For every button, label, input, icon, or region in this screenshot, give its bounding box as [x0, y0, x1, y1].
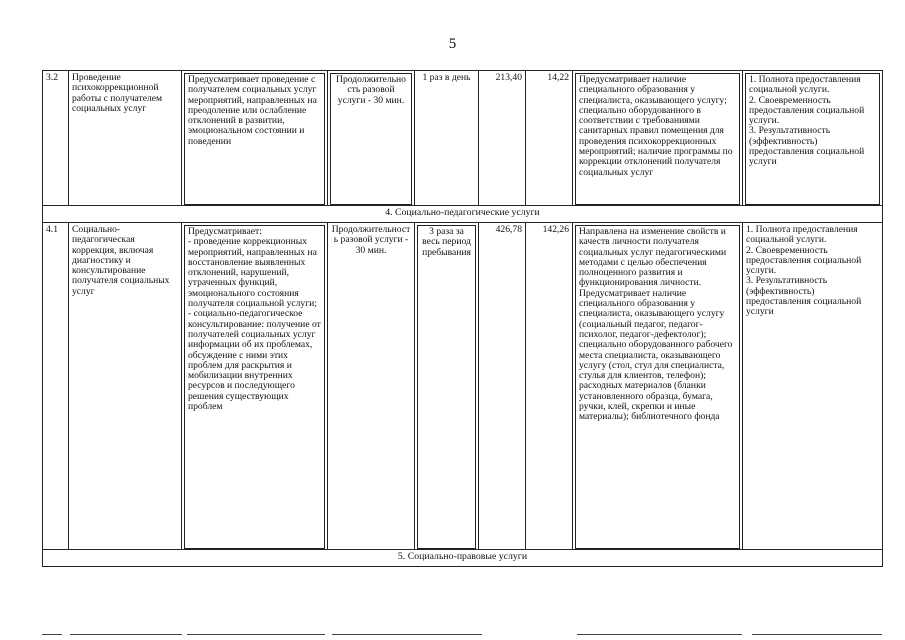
services-table	[42, 70, 883, 567]
service-name: Социально-педагогическая коррекция, включая диагностику и консультирование получателя социальных услуг	[69, 223, 182, 550]
border-segment	[70, 634, 182, 635]
service-description: Предусматривает проведение с получателем социальных услуг мероприятий, направленных на преодоление или ослабление отклонений в развитии, эмоциональном состоянии и поведении	[184, 73, 325, 205]
border-segment	[332, 634, 482, 635]
row-number: 4.1	[43, 223, 69, 550]
service-indicators: 1. Полнота предоставления социальной услуги. 2. Своевременность предоставления социальной услуги. 3. Результативность (эффективность) предоставления социальной услуги	[743, 223, 883, 550]
section-row	[43, 550, 883, 567]
section-row	[43, 206, 883, 223]
service-indicators: 1. Полнота предоставления социальной услуги. 2. Своевременность предоставления социальной услуги. 3. Результативность (эффективность) предоставления социальной услуги	[745, 73, 880, 205]
border-segment	[752, 634, 882, 635]
service-tariff: 426,78	[479, 223, 526, 550]
border-segment	[577, 634, 742, 635]
service-cost: 142,26	[526, 223, 573, 550]
next-row-border	[42, 634, 882, 636]
service-duration: Продолжительность разовой услуги - 30 мин.	[328, 223, 415, 550]
table-row	[43, 71, 883, 206]
service-cost: 14,22	[526, 71, 573, 206]
service-frequency: 3 раза за весь период пребывания	[417, 225, 476, 549]
border-segment	[42, 634, 62, 635]
service-frequency: 1 раз в день	[415, 71, 479, 206]
page-number: 5	[448, 36, 457, 52]
section-heading: 5. Социально-правовые услуги	[43, 550, 883, 567]
row-number: 3.2	[43, 71, 69, 206]
section-heading: 4. Социально-педагогические услуги	[43, 206, 883, 223]
service-description: Предусматривает: - проведение коррекционных мероприятий, направленных на восстановление выявленных отклонений, нарушений, утраченных функций, эмоционального состояния получателя социальной услуги; - социально-педагогическое консультирование: получение от получателей социальных услуг информации об их проблемах, обсуждение с ними этих проблем для раскрытия и мобилизации внутренних ресурсов и последующего решения существующих проблем	[184, 225, 325, 549]
border-segment	[187, 634, 325, 635]
service-duration: Продолжительность разовой услуги - 30 мин.	[330, 73, 412, 205]
table-row	[43, 223, 883, 550]
service-conditions: Направлена на изменение свойств и качеств личности получателя социальных услуг педагогическими методами с целью обеспечения полноценного развития и функционирования личности. Предусматривает наличие специального образования у специалиста, оказывающего услугу (социальный педагог, педагог-психолог, педагог-дефектолог); специально оборудованного рабочего места специалиста, оказывающего услугу (стол, стул для специалиста, стулья для клиентов, телефон); расходных материалов (бланки установленного образца, бумага, ручки, клей, скрепки и иные материалы); библиотечного фонда	[575, 225, 740, 549]
service-name: Проведение психокоррекционной работы с получателем социальных услуг	[69, 71, 182, 206]
service-tariff: 213,40	[479, 71, 526, 206]
service-conditions: Предусматривает наличие специального образования у специалиста, оказывающего услугу; специально оборудованного в соответствии с требованиями санитарных правил помещения для проведения психокоррекционных мероприятий; наличие программы по коррекции отклонений получателя социальных услуг	[575, 73, 740, 205]
